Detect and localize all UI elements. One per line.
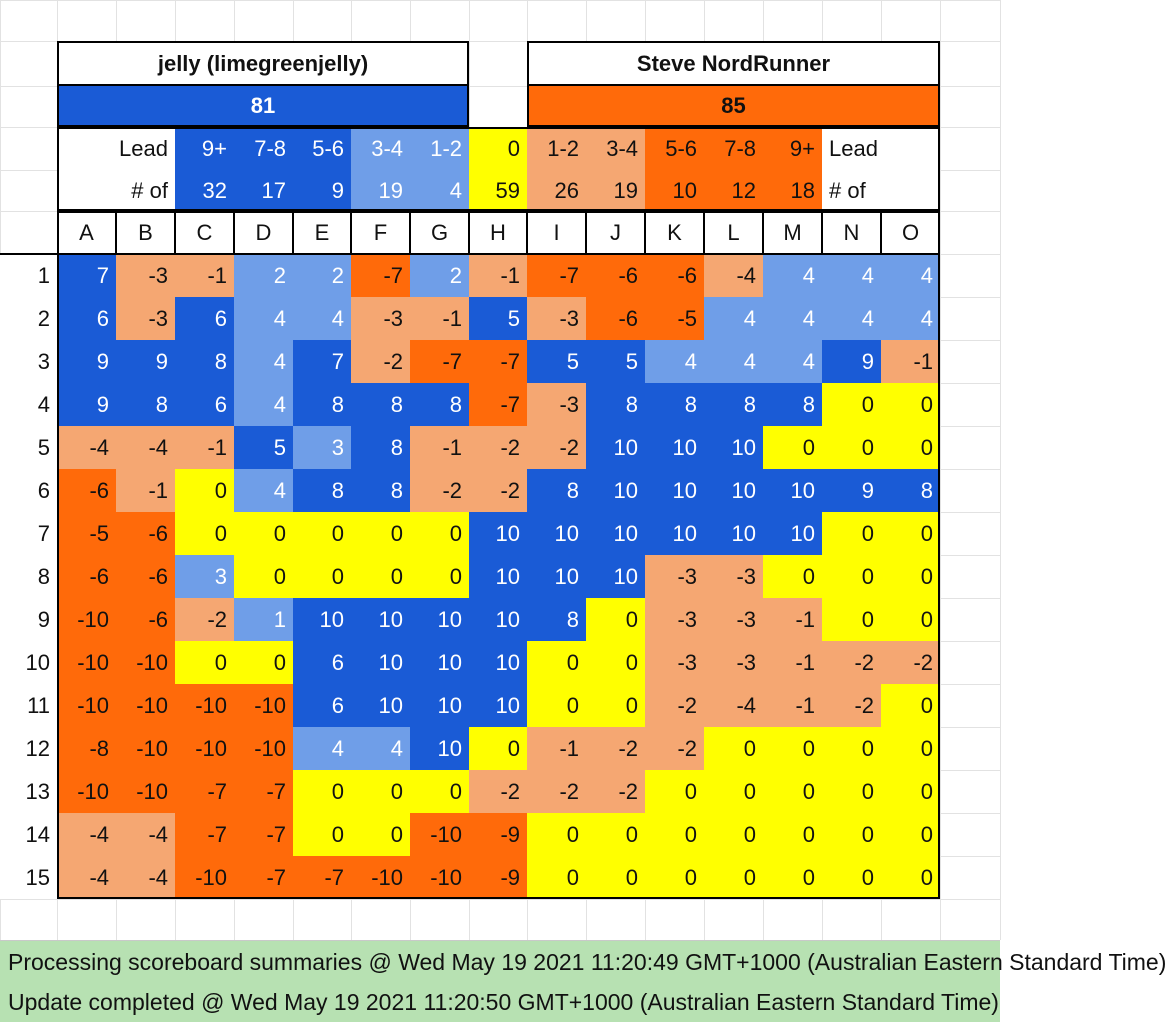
grid-cell: -10 bbox=[57, 770, 116, 813]
legend-lead-cell: 7-8 bbox=[704, 127, 763, 170]
row-number: 11 bbox=[0, 684, 57, 727]
column-header-f: F bbox=[351, 211, 410, 254]
grid-cell: 0 bbox=[351, 813, 410, 856]
grid-cell: 9 bbox=[57, 383, 116, 426]
grid-cell: -7 bbox=[234, 813, 293, 856]
grid-cell: 0 bbox=[234, 555, 293, 598]
grid-cell: -1 bbox=[410, 297, 469, 340]
grid-cell: -10 bbox=[57, 598, 116, 641]
grid-cell: 0 bbox=[293, 770, 351, 813]
legend-lead-cell: 1-2 bbox=[527, 127, 586, 170]
grid-cell: 7 bbox=[57, 254, 116, 297]
legend-lead-cell: 1-2 bbox=[410, 127, 469, 170]
grid-cell: -1 bbox=[881, 340, 940, 383]
column-header-c: C bbox=[175, 211, 234, 254]
legend-count-cell: 4 bbox=[410, 170, 469, 211]
grid-cell: 0 bbox=[586, 813, 645, 856]
grid-cell: 2 bbox=[410, 254, 469, 297]
grid-cell: 0 bbox=[881, 383, 940, 426]
grid-cell: 0 bbox=[881, 727, 940, 770]
grid-cell: -7 bbox=[527, 254, 586, 297]
legend-count-cell: 18 bbox=[763, 170, 822, 211]
grid-cell: -4 bbox=[57, 856, 116, 899]
grid-cell: -10 bbox=[351, 856, 410, 899]
legend-lead-cell: 9+ bbox=[175, 127, 234, 170]
grid-cell: -4 bbox=[57, 426, 116, 469]
grid-cell: 8 bbox=[763, 383, 822, 426]
grid-cell: -10 bbox=[116, 641, 175, 684]
column-header-a: A bbox=[57, 211, 116, 254]
legend-count-cell: 26 bbox=[527, 170, 586, 211]
grid-cell: 4 bbox=[234, 469, 293, 512]
legend-lead-label-right: Lead bbox=[822, 127, 940, 170]
grid-cell: -6 bbox=[57, 555, 116, 598]
column-header-i: I bbox=[527, 211, 586, 254]
left-player-name: jelly (limegreenjelly) bbox=[57, 41, 469, 86]
grid-cell: 8 bbox=[351, 469, 410, 512]
column-header-n: N bbox=[822, 211, 881, 254]
row-number: 1 bbox=[0, 254, 57, 297]
grid-cell: -2 bbox=[586, 727, 645, 770]
grid-cell: -2 bbox=[586, 770, 645, 813]
grid-cell: 10 bbox=[410, 727, 469, 770]
grid-cell: 10 bbox=[469, 512, 527, 555]
grid-cell: -10 bbox=[234, 684, 293, 727]
grid-cell: 10 bbox=[351, 684, 410, 727]
column-header-m: M bbox=[763, 211, 822, 254]
grid-cell: 10 bbox=[704, 426, 763, 469]
grid-cell: -10 bbox=[57, 684, 116, 727]
grid-cell: 0 bbox=[645, 770, 704, 813]
row-number: 14 bbox=[0, 813, 57, 856]
grid-cell: 0 bbox=[527, 813, 586, 856]
grid-cell: -10 bbox=[410, 813, 469, 856]
grid-cell: -10 bbox=[57, 641, 116, 684]
grid-cell: 6 bbox=[175, 383, 234, 426]
grid-cell: 4 bbox=[293, 297, 351, 340]
grid-cell: -4 bbox=[116, 813, 175, 856]
grid-cell: 0 bbox=[822, 598, 881, 641]
legend-lead-cell: 0 bbox=[469, 127, 527, 170]
legend-lead-cell: 5-6 bbox=[645, 127, 704, 170]
grid-cell: 10 bbox=[469, 598, 527, 641]
grid-cell: -3 bbox=[351, 297, 410, 340]
grid-cell: 0 bbox=[527, 641, 586, 684]
grid-cell: 5 bbox=[469, 297, 527, 340]
grid-cell: -3 bbox=[645, 555, 704, 598]
grid-cell: 2 bbox=[293, 254, 351, 297]
grid-cell: 0 bbox=[881, 813, 940, 856]
grid-cell: 2 bbox=[234, 254, 293, 297]
grid-cell: 4 bbox=[822, 254, 881, 297]
grid-cell: -2 bbox=[881, 641, 940, 684]
grid-cell: -6 bbox=[116, 512, 175, 555]
grid-cell: 0 bbox=[822, 856, 881, 899]
legend-count-cell: 19 bbox=[351, 170, 410, 211]
grid-cell: 0 bbox=[293, 555, 351, 598]
grid-cell: 4 bbox=[645, 340, 704, 383]
grid-cell: -10 bbox=[175, 727, 234, 770]
grid-cell: 4 bbox=[234, 383, 293, 426]
grid-cell: 10 bbox=[410, 684, 469, 727]
grid-cell: -10 bbox=[116, 770, 175, 813]
grid-cell: 10 bbox=[704, 469, 763, 512]
grid-cell: -5 bbox=[645, 297, 704, 340]
grid-cell: -3 bbox=[645, 641, 704, 684]
grid-cell: 10 bbox=[293, 598, 351, 641]
grid-cell: 0 bbox=[645, 813, 704, 856]
grid-cell: -2 bbox=[469, 770, 527, 813]
row-number: 4 bbox=[0, 383, 57, 426]
grid-cell: 10 bbox=[704, 512, 763, 555]
grid-cell: 10 bbox=[469, 641, 527, 684]
legend-count-cell: 12 bbox=[704, 170, 763, 211]
grid-cell: 0 bbox=[704, 727, 763, 770]
grid-cell: -1 bbox=[763, 684, 822, 727]
grid-cell: 8 bbox=[410, 383, 469, 426]
grid-cell: 8 bbox=[586, 383, 645, 426]
legend-count-cell: 17 bbox=[234, 170, 293, 211]
column-header-b: B bbox=[116, 211, 175, 254]
grid-cell: 8 bbox=[704, 383, 763, 426]
grid-cell: 4 bbox=[822, 297, 881, 340]
status-completed-line: Update completed @ Wed May 19 2021 11:20:50 GMT+1000 (Australian Eastern Standard Time) bbox=[8, 989, 999, 1015]
grid-cell: -4 bbox=[704, 684, 763, 727]
grid-cell: -3 bbox=[116, 297, 175, 340]
column-header-o: O bbox=[881, 211, 940, 254]
grid-cell: -6 bbox=[586, 297, 645, 340]
grid-cell: 3 bbox=[175, 555, 234, 598]
legend-count-cell: 32 bbox=[175, 170, 234, 211]
legend-border bbox=[57, 127, 940, 211]
grid-cell: -7 bbox=[175, 770, 234, 813]
column-header-j: J bbox=[586, 211, 645, 254]
grid-cell: 0 bbox=[293, 512, 351, 555]
grid-cell: -6 bbox=[57, 469, 116, 512]
grid-cell: -3 bbox=[527, 383, 586, 426]
grid-cell: -7 bbox=[234, 856, 293, 899]
grid-cell: 0 bbox=[234, 641, 293, 684]
grid-cell: -2 bbox=[527, 770, 586, 813]
column-header-g: G bbox=[410, 211, 469, 254]
grid-cell: 9 bbox=[116, 340, 175, 383]
grid-cell: -2 bbox=[645, 684, 704, 727]
legend-count-cell: 10 bbox=[645, 170, 704, 211]
grid-cell: -9 bbox=[469, 856, 527, 899]
grid-cell: 0 bbox=[763, 555, 822, 598]
grid-cell: 0 bbox=[881, 770, 940, 813]
grid-cell: 8 bbox=[645, 383, 704, 426]
grid-cell: -5 bbox=[57, 512, 116, 555]
grid-cell: 10 bbox=[763, 512, 822, 555]
grid-cell: 8 bbox=[527, 469, 586, 512]
legend-count-cell: 9 bbox=[293, 170, 351, 211]
grid-cell: -2 bbox=[822, 684, 881, 727]
grid-cell: -4 bbox=[116, 426, 175, 469]
grid-cell: 6 bbox=[175, 297, 234, 340]
grid-cell: -2 bbox=[645, 727, 704, 770]
grid-cell: 10 bbox=[645, 512, 704, 555]
grid-cell: 6 bbox=[293, 641, 351, 684]
grid-cell: 9 bbox=[57, 340, 116, 383]
grid-cell: -3 bbox=[704, 555, 763, 598]
grid-cell: 8 bbox=[293, 469, 351, 512]
grid-cell: 0 bbox=[586, 856, 645, 899]
grid-cell: 0 bbox=[822, 383, 881, 426]
grid-cell: 8 bbox=[351, 383, 410, 426]
grid-cell: 0 bbox=[822, 512, 881, 555]
grid-cell: 4 bbox=[881, 297, 940, 340]
grid-cell: -10 bbox=[116, 727, 175, 770]
grid-cell: 5 bbox=[234, 426, 293, 469]
grid-cell: 0 bbox=[822, 813, 881, 856]
row-number: 15 bbox=[0, 856, 57, 899]
grid-cell: -7 bbox=[469, 340, 527, 383]
grid-cell: -4 bbox=[116, 856, 175, 899]
grid-cell: -1 bbox=[527, 727, 586, 770]
grid-cell: 3 bbox=[293, 426, 351, 469]
column-header-h: H bbox=[469, 211, 527, 254]
grid-cell: 0 bbox=[293, 813, 351, 856]
grid-cell: 0 bbox=[586, 641, 645, 684]
column-header-k: K bbox=[645, 211, 704, 254]
grid-cell: -1 bbox=[175, 254, 234, 297]
grid-cell: 0 bbox=[763, 770, 822, 813]
grid-cell: -3 bbox=[527, 297, 586, 340]
legend-count-label-left: # of bbox=[57, 170, 175, 211]
grid-cell: -2 bbox=[822, 641, 881, 684]
grid-cell: 7 bbox=[293, 340, 351, 383]
grid-cell: 4 bbox=[763, 297, 822, 340]
grid-cell: 0 bbox=[175, 469, 234, 512]
grid-cell: 8 bbox=[175, 340, 234, 383]
legend-lead-cell: 9+ bbox=[763, 127, 822, 170]
grid-cell: 10 bbox=[527, 555, 586, 598]
grid-cell: 0 bbox=[822, 727, 881, 770]
grid-cell: 4 bbox=[351, 727, 410, 770]
grid-cell: -1 bbox=[469, 254, 527, 297]
grid-cell: 0 bbox=[175, 512, 234, 555]
grid-cell: 0 bbox=[763, 856, 822, 899]
grid-cell: -9 bbox=[469, 813, 527, 856]
grid-cell: -6 bbox=[116, 555, 175, 598]
grid-cell: -7 bbox=[293, 856, 351, 899]
column-header-e: E bbox=[293, 211, 351, 254]
grid-cell: 0 bbox=[586, 684, 645, 727]
grid-cell: 0 bbox=[881, 512, 940, 555]
grid-cell: 6 bbox=[293, 684, 351, 727]
row-number: 7 bbox=[0, 512, 57, 555]
grid-cell: -2 bbox=[410, 469, 469, 512]
row-number: 12 bbox=[0, 727, 57, 770]
grid-cell: -2 bbox=[469, 426, 527, 469]
grid-cell: 4 bbox=[293, 727, 351, 770]
grid-cell: 0 bbox=[351, 770, 410, 813]
status-bar bbox=[0, 940, 1166, 1022]
grid-cell: -1 bbox=[410, 426, 469, 469]
grid-cell: 0 bbox=[763, 727, 822, 770]
grid-cell: -8 bbox=[57, 727, 116, 770]
grid-cell: 0 bbox=[881, 555, 940, 598]
grid-cell: 0 bbox=[645, 856, 704, 899]
grid-cell: 10 bbox=[763, 469, 822, 512]
grid-cell: 0 bbox=[351, 555, 410, 598]
grid-cell: 10 bbox=[586, 555, 645, 598]
grid-cell: 10 bbox=[586, 426, 645, 469]
grid-cell: -6 bbox=[645, 254, 704, 297]
legend-lead-cell: 3-4 bbox=[586, 127, 645, 170]
grid-cell: -6 bbox=[586, 254, 645, 297]
grid-cell: -10 bbox=[116, 684, 175, 727]
grid-cell: -4 bbox=[57, 813, 116, 856]
grid-cell: 0 bbox=[527, 684, 586, 727]
grid-cell: 10 bbox=[586, 512, 645, 555]
grid-cell: 10 bbox=[645, 469, 704, 512]
grid-cell: 4 bbox=[704, 340, 763, 383]
grid-cell: 9 bbox=[822, 469, 881, 512]
grid-cell: 10 bbox=[410, 598, 469, 641]
board-border bbox=[57, 211, 940, 899]
grid-cell: 0 bbox=[704, 856, 763, 899]
row-number: 2 bbox=[0, 297, 57, 340]
right-player-name: Steve NordRunner bbox=[527, 41, 940, 86]
legend-count-cell: 19 bbox=[586, 170, 645, 211]
column-header-l: L bbox=[704, 211, 763, 254]
legend-lead-cell: 5-6 bbox=[293, 127, 351, 170]
grid-cell: 0 bbox=[763, 813, 822, 856]
grid-cell: 0 bbox=[881, 598, 940, 641]
grid-cell: 8 bbox=[351, 426, 410, 469]
row-number: 5 bbox=[0, 426, 57, 469]
grid-cell: -10 bbox=[410, 856, 469, 899]
grid-cell: 0 bbox=[351, 512, 410, 555]
grid-cell: -1 bbox=[116, 469, 175, 512]
grid-cell: -7 bbox=[469, 383, 527, 426]
grid-cell: -3 bbox=[116, 254, 175, 297]
grid-cell: -1 bbox=[763, 641, 822, 684]
grid-cell: 10 bbox=[527, 512, 586, 555]
grid-cell: -3 bbox=[645, 598, 704, 641]
grid-cell: 0 bbox=[822, 770, 881, 813]
grid-cell: -2 bbox=[351, 340, 410, 383]
grid-cell: 0 bbox=[881, 684, 940, 727]
grid-cell: 0 bbox=[822, 426, 881, 469]
grid-cell: -2 bbox=[469, 469, 527, 512]
grid-cell: 4 bbox=[763, 340, 822, 383]
grid-cell: -10 bbox=[175, 684, 234, 727]
grid-cell: 0 bbox=[704, 770, 763, 813]
grid-cell: 10 bbox=[351, 641, 410, 684]
legend-lead-cell: 7-8 bbox=[234, 127, 293, 170]
grid-cell: 9 bbox=[822, 340, 881, 383]
grid-cell: -2 bbox=[175, 598, 234, 641]
grid-cell: -10 bbox=[175, 856, 234, 899]
grid-cell: 10 bbox=[469, 684, 527, 727]
header-divider bbox=[0, 253, 940, 255]
grid-cell: 0 bbox=[881, 426, 940, 469]
grid-cell: 4 bbox=[704, 297, 763, 340]
grid-cell: 4 bbox=[234, 340, 293, 383]
column-header-d: D bbox=[234, 211, 293, 254]
grid-cell: 10 bbox=[410, 641, 469, 684]
grid-cell: -7 bbox=[351, 254, 410, 297]
grid-cell: 4 bbox=[234, 297, 293, 340]
grid-cell: -1 bbox=[175, 426, 234, 469]
legend-lead-label-left: Lead bbox=[57, 127, 175, 170]
grid-cell: -7 bbox=[234, 770, 293, 813]
grid-cell: 8 bbox=[293, 383, 351, 426]
grid-cell: -1 bbox=[763, 598, 822, 641]
grid-cell: 0 bbox=[410, 512, 469, 555]
left-player-score: 81 bbox=[57, 86, 469, 127]
legend-count-label-right: # of bbox=[822, 170, 940, 211]
row-number: 9 bbox=[0, 598, 57, 641]
grid-cell: 0 bbox=[586, 598, 645, 641]
right-player-score: 85 bbox=[527, 86, 940, 127]
grid-cell: 0 bbox=[763, 426, 822, 469]
grid-cell: -3 bbox=[704, 598, 763, 641]
grid-cell: 5 bbox=[527, 340, 586, 383]
grid-cell: -7 bbox=[175, 813, 234, 856]
grid-cell: -10 bbox=[234, 727, 293, 770]
grid-cell: 5 bbox=[586, 340, 645, 383]
grid-cell: 0 bbox=[881, 856, 940, 899]
grid-cell: 4 bbox=[881, 254, 940, 297]
grid-cell: -2 bbox=[527, 426, 586, 469]
grid-cell: -4 bbox=[704, 254, 763, 297]
grid-cell: 1 bbox=[234, 598, 293, 641]
grid-cell: 6 bbox=[57, 297, 116, 340]
grid-cell: 0 bbox=[469, 727, 527, 770]
grid-cell: 10 bbox=[586, 469, 645, 512]
grid-cell: 4 bbox=[763, 254, 822, 297]
row-number: 13 bbox=[0, 770, 57, 813]
grid-cell: -7 bbox=[410, 340, 469, 383]
row-number: 6 bbox=[0, 469, 57, 512]
row-number: 8 bbox=[0, 555, 57, 598]
grid-cell: 0 bbox=[410, 555, 469, 598]
grid-cell: -6 bbox=[116, 598, 175, 641]
grid-cell: 8 bbox=[527, 598, 586, 641]
status-processing-line: Processing scoreboard summaries @ Wed May 19 2021 11:20:49 GMT+1000 (Australian Eastern Standard Time) bbox=[8, 949, 1166, 975]
row-number: 10 bbox=[0, 641, 57, 684]
grid-cell: 10 bbox=[351, 598, 410, 641]
grid-cell: 0 bbox=[234, 512, 293, 555]
grid-cell: 0 bbox=[410, 770, 469, 813]
grid-cell: 0 bbox=[822, 555, 881, 598]
grid-cell: 8 bbox=[881, 469, 940, 512]
grid-cell: 10 bbox=[645, 426, 704, 469]
grid-cell: 10 bbox=[469, 555, 527, 598]
row-number: 3 bbox=[0, 340, 57, 383]
grid-cell: -3 bbox=[704, 641, 763, 684]
grid-cell: 0 bbox=[175, 641, 234, 684]
legend-lead-cell: 3-4 bbox=[351, 127, 410, 170]
grid-cell: 0 bbox=[527, 856, 586, 899]
grid-cell: 0 bbox=[704, 813, 763, 856]
legend-count-cell: 59 bbox=[469, 170, 527, 211]
grid-cell: 8 bbox=[116, 383, 175, 426]
